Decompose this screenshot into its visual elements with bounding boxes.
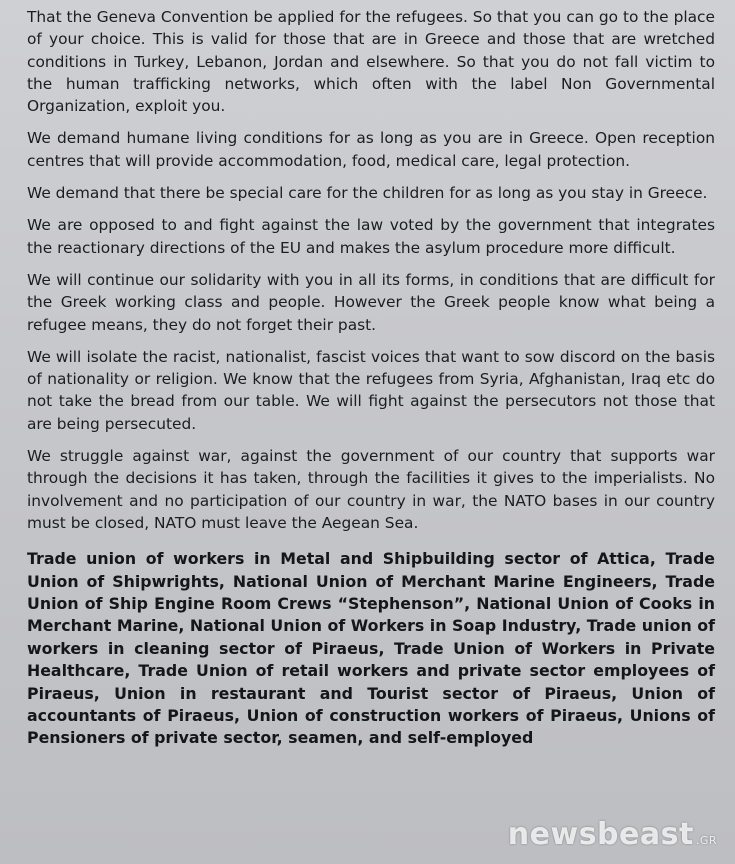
- paragraph-geneva-convention: That the Geneva Convention be applied for the refugees. So that you can go to the place of your choice. This is valid for those that are in Greece and those that are wretched conditions in Turkey, Lebanon, Jordan and elsewhere. So that you do not fall victim to the human trafficking networks, which often with the label Non Governmental Organization, exploit you.: [27, 8, 715, 116]
- paragraph-solidarity: We will continue our solidarity with you in all its forms, in conditions that are difficult for the Greek working class and people. However the Greek people know what being a refugee means, they do not forget their past.: [27, 270, 715, 334]
- newsbeast-watermark: [508, 817, 717, 852]
- paragraph-asylum-law: We are opposed to and fight against the law voted by the government that integrates the reactionary directions of the EU and makes the asylum procedure more difficult.: [27, 216, 715, 257]
- watermark-brand: newsbeast: [507, 817, 694, 852]
- document-body: [27, 6, 715, 760]
- paragraph-living-conditions: We demand humane living conditions for as long as you are in Greece. Open reception centres that will provide accommodation, food, medical care, legal protection.: [27, 129, 715, 170]
- paragraph-against-war: We struggle against war, against the government of our country that supports war through the decisions it has taken, through the facilities it gives to the imperialists. No involvement and no participation of our country in war, the NATO bases in our country must be closed, NATO must leave the Aegean Sea.: [27, 447, 715, 532]
- paragraph-children-care: We demand that there be special care for the children for as long as you stay in Greece.: [27, 184, 708, 203]
- paragraph-isolate-racism: We will isolate the racist, nationalist, fascist voices that want to sow discord on the basis of nationality or religion. We know that the refugees from Syria, Afghanistan, Iraq etc do not take the bread from our table. We will fight against the persecutors not those that are being persecuted.: [27, 347, 715, 433]
- signatories-list: Trade union of workers in Metal and Shipbuilding sector of Attica, Trade Union of Shipwrights, National Union of Merchant Marine Engineers, Trade Union of Ship Engine Room Crews “Stephenson”, National Union of Cooks in Merchant Marine, National Union of Workers in Soap Industry, Trade union of workers in cleaning sector of Piraeus, Trade Union of Workers in Private Healthcare, Trade Union of retail workers and private sector employees of Piraeus, Union in restaurant and Tourist sector of Piraeus, Union of accountants of Piraeus, Union of construction workers of Piraeus, Unions of Pensioners of private sector, seamen, and self-employed: [27, 549, 715, 748]
- watermark-tld: .GR: [695, 834, 717, 847]
